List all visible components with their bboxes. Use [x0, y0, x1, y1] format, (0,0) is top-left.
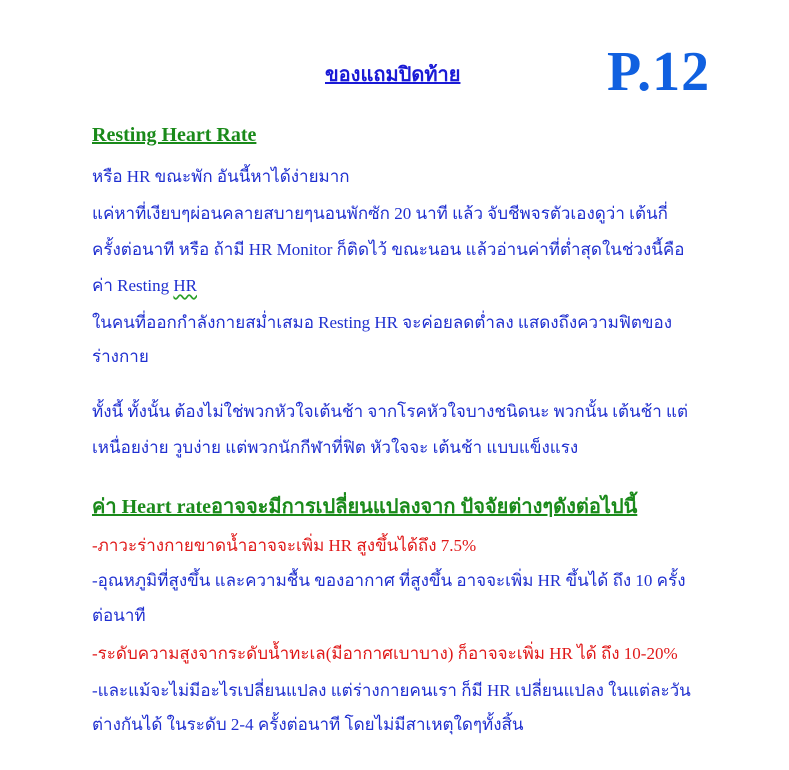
- section-heading-resting-hr: Resting Heart Rate: [92, 124, 257, 146]
- page-number: P.12: [607, 41, 711, 103]
- factor-item: -และแม้จะไม่มีอะไรเปลี่ยนแปลง แต่ร่างกายคนเรา ก็มี HR เปลี่ยนแปลง ในแต่ละวัน: [92, 681, 691, 700]
- factor-item-continued: ต่างกันได้ ในระดับ 2-4 ครั้งต่อนาที โดยไม่มีสาเหตุใดๆทั้งสิ้น: [92, 715, 524, 734]
- paragraph-line: ในคนที่ออกกำลังกายสม่ำเสมอ Resting HR จะค่อยลดต่ำลง แสดงถึงความฟิตของ: [92, 313, 673, 332]
- spellcheck-marked-word: HR: [173, 276, 197, 295]
- section-heading-factors: ค่า Heart rateอาจจะมีการเปลี่ยนแปลงจาก ปัจจัยต่างๆดังต่อไปนี้: [92, 496, 638, 518]
- paragraph-line: ทั้งนี้ ทั้งนั้น ต้องไม่ใช่พวกหัวใจเต้นช้า จากโรคหัวใจบางชนิดนะ พวกนั้น เต้นช้า แต่: [92, 402, 689, 421]
- paragraph-line: ครั้งต่อนาที หรือ ถ้ามี HR Monitor ก็ติดไว้ ขณะนอน แล้วอ่านค่าที่ต่ำสุดในช่วงนี้คือ: [92, 240, 685, 259]
- resting-label: ค่า Resting: [92, 276, 174, 295]
- paragraph-line: แค่หาที่เงียบๆผ่อนคลายสบายๆนอนพักซัก 20 นาที แล้ว จับชีพจรตัวเองดูว่า เต้นกี่: [92, 204, 668, 223]
- factor-item: -ภาวะร่างกายขาดน้ำอาจจะเพิ่ม HR สูงขึ้นได้ถึง 7.5%: [92, 536, 477, 555]
- page-title: ของแถมปิดท้าย: [325, 64, 461, 86]
- factor-item-continued: ต่อนาที: [92, 606, 146, 625]
- paragraph-line: [92, 272, 197, 299]
- factor-item: -ระดับความสูงจากระดับน้ำทะเล(มีอากาศเบาบาง) ก็อาจจะเพิ่ม HR ได้ ถึง 10-20%: [92, 644, 678, 663]
- paragraph-line: ร่างกาย: [92, 347, 149, 366]
- factor-item: -อุณหภูมิที่สูงขึ้น และความชื้น ของอากาศ ที่สูงขึ้น อาจจะเพิ่ม HR ขึ้นได้ ถึง 10 ครั้ง: [92, 571, 686, 590]
- paragraph-line: เหนื่อยง่าย วูบง่าย แต่พวกนักกีฬาที่ฟิต หัวใจจะ เต้นช้า แบบแข็งแรง: [92, 438, 579, 457]
- paragraph-line: หรือ HR ขณะพัก อันนี้หาได้ง่ายมาก: [92, 167, 350, 186]
